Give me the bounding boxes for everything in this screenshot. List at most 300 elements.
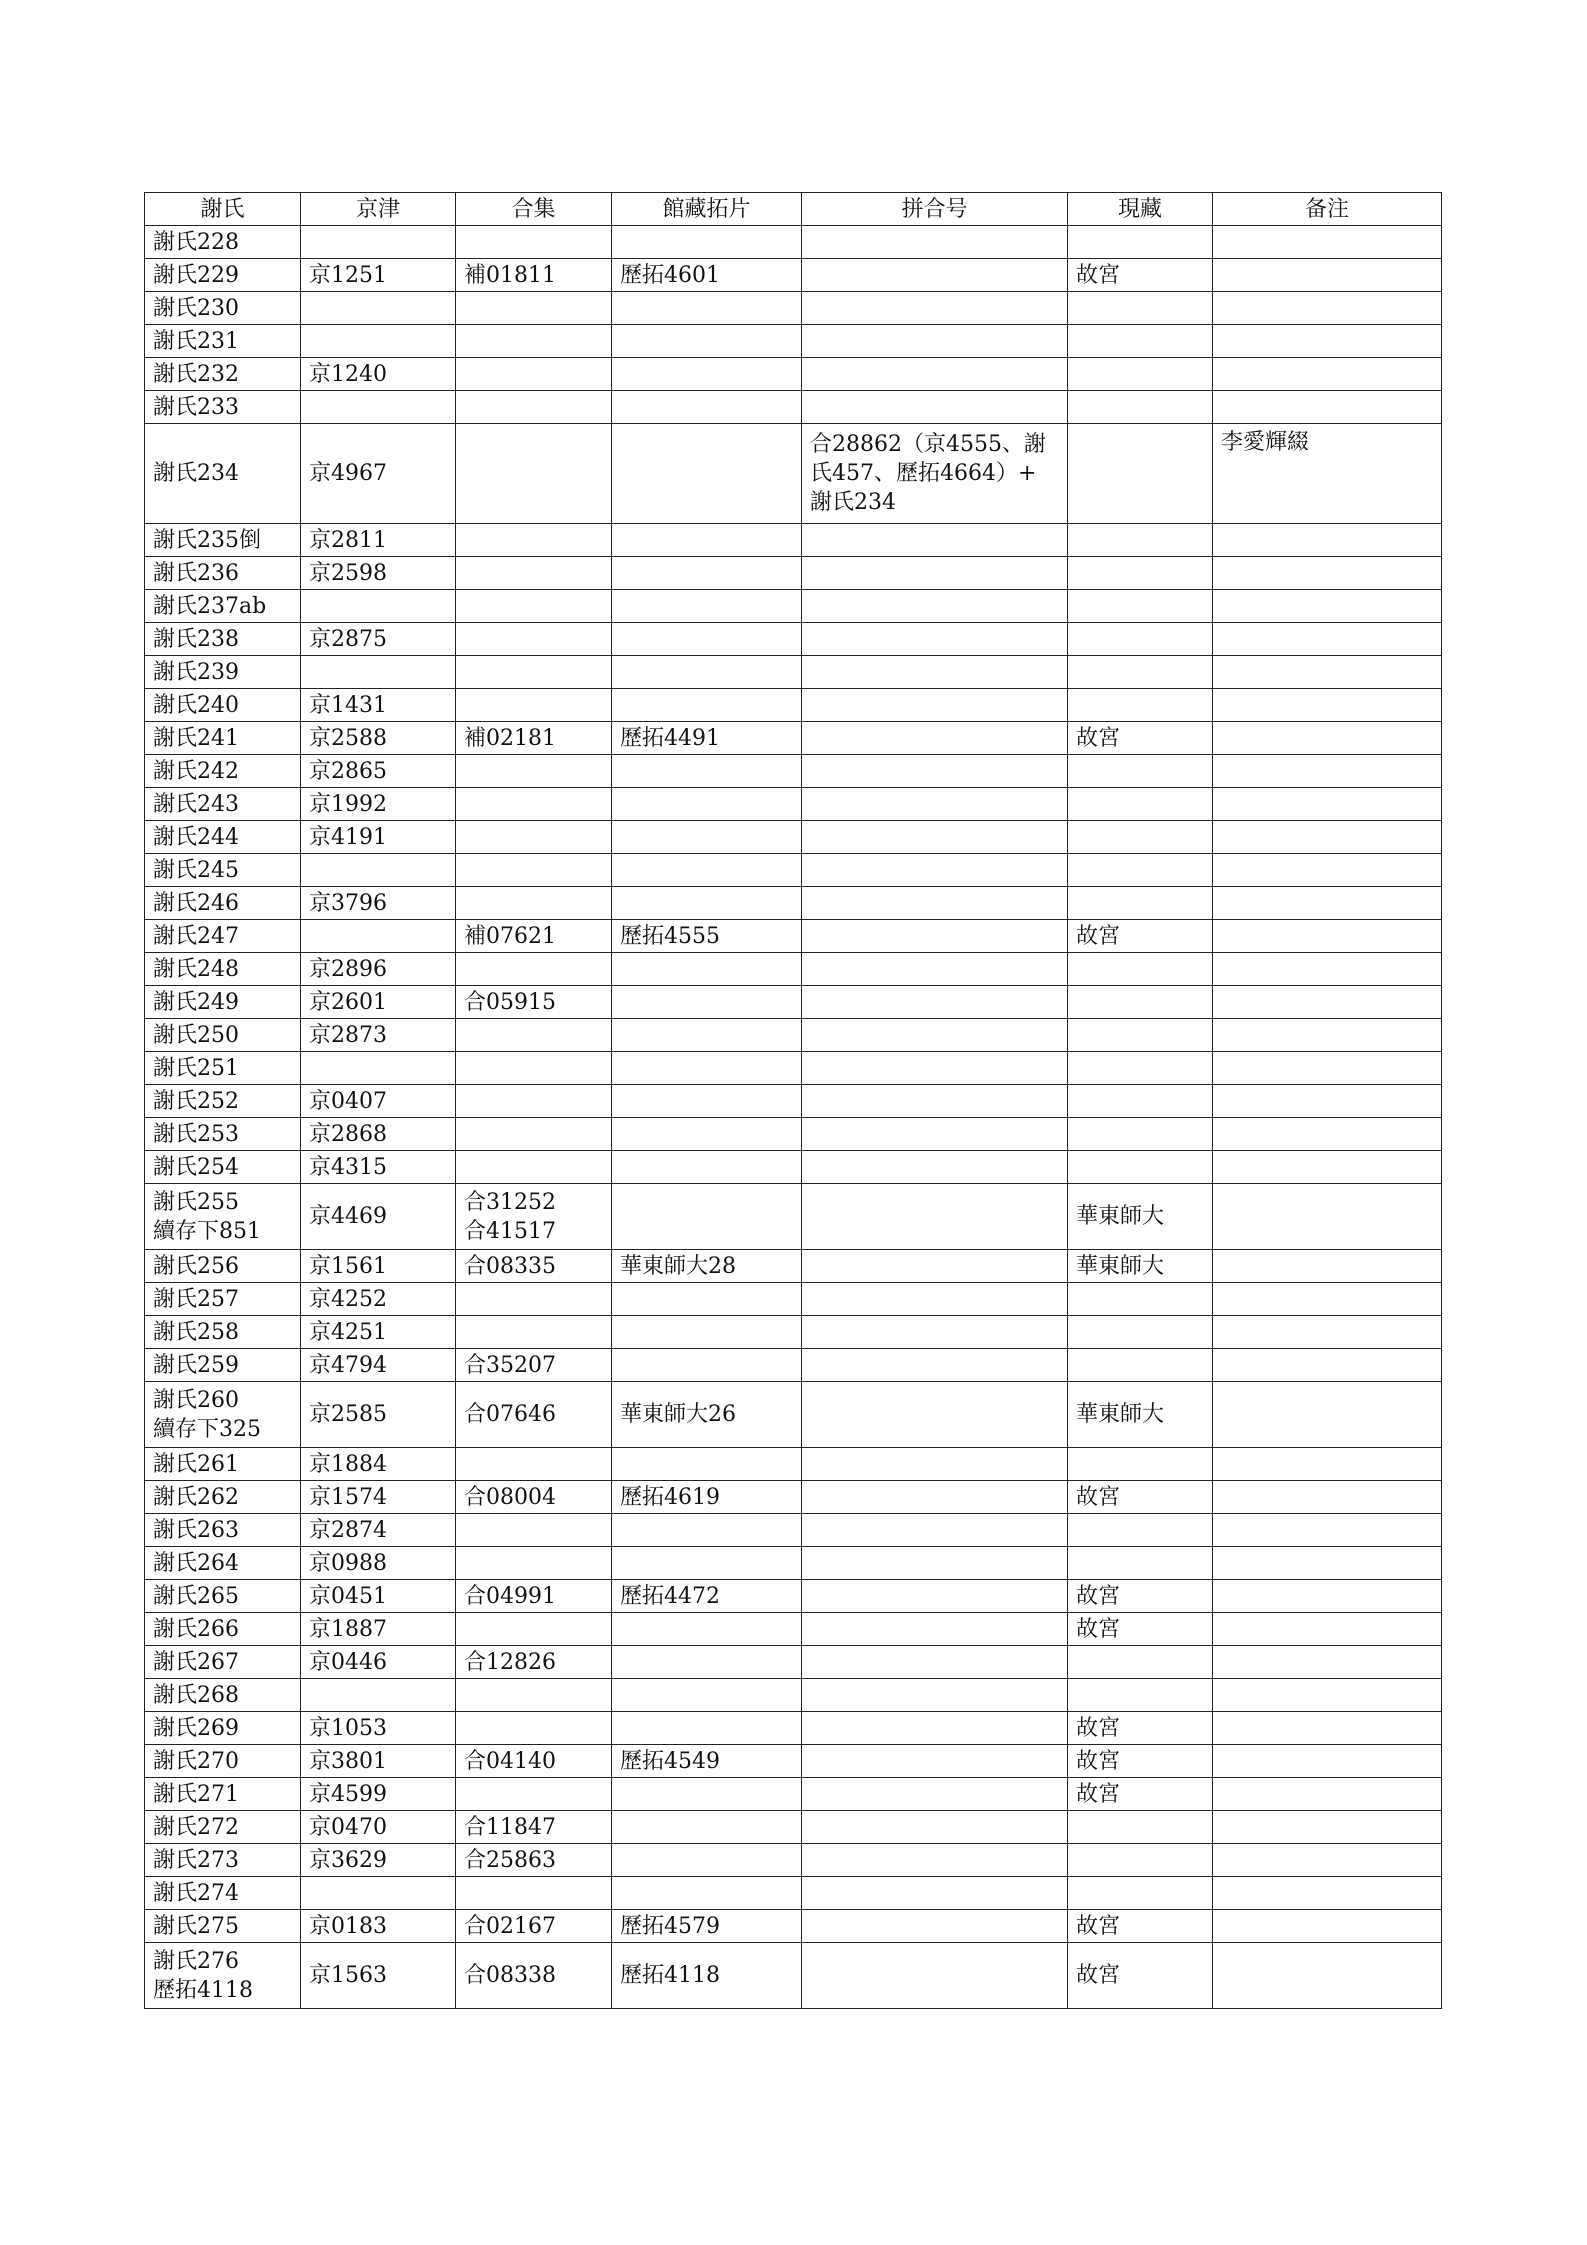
- id-cell: 謝氏248: [145, 953, 301, 986]
- jingjin-cell: [301, 656, 456, 689]
- location-cell: 華東師大: [1068, 1184, 1213, 1250]
- table-row: [145, 557, 1442, 590]
- jingjin-cell: 京4794: [301, 1349, 456, 1382]
- location-cell: 華東師大: [1068, 1382, 1213, 1448]
- table-row: [145, 1943, 1442, 2009]
- note-cell: [1213, 1448, 1442, 1481]
- join-cell: [802, 1019, 1068, 1052]
- join-cell: [802, 590, 1068, 623]
- heji-cell: [456, 1679, 612, 1712]
- heji-cell: 補01811: [456, 259, 612, 292]
- join-cell: [802, 1250, 1068, 1283]
- id-cell: 謝氏253: [145, 1118, 301, 1151]
- header-cell: 拼合号: [802, 193, 1068, 226]
- table-row: [145, 1745, 1442, 1778]
- join-cell: [802, 1811, 1068, 1844]
- note-cell: [1213, 590, 1442, 623]
- table-row: [145, 1910, 1442, 1943]
- id-cell: 謝氏259: [145, 1349, 301, 1382]
- heji-cell: 合08335: [456, 1250, 612, 1283]
- join-cell: [802, 1184, 1068, 1250]
- heji-cell: [456, 1118, 612, 1151]
- id-cell: 謝氏241: [145, 722, 301, 755]
- join-cell: [802, 953, 1068, 986]
- heji-cell: 合04140: [456, 1745, 612, 1778]
- rubbing-cell: [612, 391, 802, 424]
- catalog-table: [144, 192, 1442, 2009]
- id-cell: 謝氏239: [145, 656, 301, 689]
- jingjin-cell: 京1563: [301, 1943, 456, 2009]
- heji-cell: 合02167: [456, 1910, 612, 1943]
- location-cell: 故宮: [1068, 1943, 1213, 2009]
- heji-cell: 合11847: [456, 1811, 612, 1844]
- jingjin-cell: 京2585: [301, 1382, 456, 1448]
- note-cell: [1213, 623, 1442, 656]
- note-cell: [1213, 524, 1442, 557]
- note-cell: 李愛輝綴: [1213, 424, 1442, 524]
- rubbing-cell: [612, 1316, 802, 1349]
- note-cell: [1213, 1052, 1442, 1085]
- id-cell: 謝氏272: [145, 1811, 301, 1844]
- location-cell: [1068, 557, 1213, 590]
- join-cell: [802, 1745, 1068, 1778]
- join-cell: [802, 986, 1068, 1019]
- rubbing-cell: [612, 656, 802, 689]
- note-cell: [1213, 821, 1442, 854]
- id-cell: 謝氏269: [145, 1712, 301, 1745]
- jingjin-cell: 京4251: [301, 1316, 456, 1349]
- heji-cell: [456, 788, 612, 821]
- location-cell: [1068, 689, 1213, 722]
- heji-cell: 合08338: [456, 1943, 612, 2009]
- rubbing-cell: [612, 1118, 802, 1151]
- id-cell: 謝氏260 續存下325: [145, 1382, 301, 1448]
- table-row: [145, 1514, 1442, 1547]
- heji-cell: 合12826: [456, 1646, 612, 1679]
- heji-cell: [456, 1085, 612, 1118]
- location-cell: [1068, 755, 1213, 788]
- heji-cell: [456, 1283, 612, 1316]
- join-cell: [802, 1547, 1068, 1580]
- jingjin-cell: [301, 590, 456, 623]
- table-row: [145, 887, 1442, 920]
- heji-cell: [456, 1778, 612, 1811]
- jingjin-cell: 京1251: [301, 259, 456, 292]
- jingjin-cell: [301, 920, 456, 953]
- jingjin-cell: 京1992: [301, 788, 456, 821]
- note-cell: [1213, 292, 1442, 325]
- heji-cell: [456, 623, 612, 656]
- location-cell: [1068, 1679, 1213, 1712]
- rubbing-cell: [612, 590, 802, 623]
- join-cell: [802, 1085, 1068, 1118]
- jingjin-cell: [301, 1877, 456, 1910]
- heji-cell: [456, 821, 612, 854]
- table-row: [145, 755, 1442, 788]
- location-cell: [1068, 887, 1213, 920]
- join-cell: [802, 1349, 1068, 1382]
- table-row: [145, 1547, 1442, 1580]
- note-cell: [1213, 953, 1442, 986]
- join-cell: [802, 1877, 1068, 1910]
- location-cell: [1068, 1019, 1213, 1052]
- id-cell: 謝氏258: [145, 1316, 301, 1349]
- id-cell: 謝氏238: [145, 623, 301, 656]
- note-cell: [1213, 755, 1442, 788]
- location-cell: [1068, 623, 1213, 656]
- location-cell: [1068, 1349, 1213, 1382]
- heji-cell: [456, 524, 612, 557]
- jingjin-cell: 京0446: [301, 1646, 456, 1679]
- table-row: [145, 226, 1442, 259]
- heji-cell: [456, 358, 612, 391]
- join-cell: [802, 623, 1068, 656]
- join-cell: [802, 1151, 1068, 1184]
- location-cell: [1068, 1118, 1213, 1151]
- id-cell: 謝氏230: [145, 292, 301, 325]
- note-cell: [1213, 1745, 1442, 1778]
- location-cell: [1068, 788, 1213, 821]
- table-row: [145, 424, 1442, 524]
- jingjin-cell: 京1574: [301, 1481, 456, 1514]
- location-cell: [1068, 854, 1213, 887]
- join-cell: [802, 391, 1068, 424]
- location-cell: [1068, 986, 1213, 1019]
- id-cell: 謝氏246: [145, 887, 301, 920]
- jingjin-cell: 京4599: [301, 1778, 456, 1811]
- jingjin-cell: [301, 226, 456, 259]
- id-cell: 謝氏242: [145, 755, 301, 788]
- heji-cell: 合04991: [456, 1580, 612, 1613]
- location-cell: [1068, 1514, 1213, 1547]
- heji-cell: [456, 424, 612, 524]
- table-row: [145, 1580, 1442, 1613]
- note-cell: [1213, 854, 1442, 887]
- jingjin-cell: 京4315: [301, 1151, 456, 1184]
- location-cell: 故宮: [1068, 722, 1213, 755]
- location-cell: 故宮: [1068, 1712, 1213, 1745]
- id-cell: 謝氏275: [145, 1910, 301, 1943]
- table-row: [145, 722, 1442, 755]
- heji-cell: [456, 953, 612, 986]
- note-cell: [1213, 1580, 1442, 1613]
- note-cell: [1213, 656, 1442, 689]
- note-cell: [1213, 1811, 1442, 1844]
- jingjin-cell: 京4252: [301, 1283, 456, 1316]
- rubbing-cell: [612, 821, 802, 854]
- jingjin-cell: 京4469: [301, 1184, 456, 1250]
- heji-cell: [456, 1316, 612, 1349]
- join-cell: [802, 887, 1068, 920]
- table-row: [145, 358, 1442, 391]
- jingjin-cell: 京0451: [301, 1580, 456, 1613]
- table-body: [145, 226, 1442, 2009]
- header-cell: 現藏: [1068, 193, 1213, 226]
- join-cell: [802, 821, 1068, 854]
- note-cell: [1213, 1382, 1442, 1448]
- table-row: [145, 821, 1442, 854]
- id-cell: 謝氏228: [145, 226, 301, 259]
- heji-cell: 合08004: [456, 1481, 612, 1514]
- table-row: [145, 1679, 1442, 1712]
- id-cell: 謝氏250: [145, 1019, 301, 1052]
- table-row: [145, 854, 1442, 887]
- note-cell: [1213, 1118, 1442, 1151]
- rubbing-cell: [612, 1679, 802, 1712]
- join-cell: [802, 1283, 1068, 1316]
- note-cell: [1213, 1019, 1442, 1052]
- id-cell: 謝氏233: [145, 391, 301, 424]
- location-cell: [1068, 1646, 1213, 1679]
- id-cell: 謝氏249: [145, 986, 301, 1019]
- join-cell: [802, 226, 1068, 259]
- heji-cell: [456, 1151, 612, 1184]
- heji-cell: [456, 1448, 612, 1481]
- heji-cell: [456, 755, 612, 788]
- id-cell: 謝氏255 續存下851: [145, 1184, 301, 1250]
- id-cell: 謝氏237ab: [145, 590, 301, 623]
- note-cell: [1213, 788, 1442, 821]
- join-cell: [802, 259, 1068, 292]
- join-cell: [802, 1943, 1068, 2009]
- note-cell: [1213, 920, 1442, 953]
- rubbing-cell: [612, 524, 802, 557]
- note-cell: [1213, 259, 1442, 292]
- heji-cell: 合07646: [456, 1382, 612, 1448]
- join-cell: [802, 557, 1068, 590]
- id-cell: 謝氏254: [145, 1151, 301, 1184]
- join-cell: [802, 1448, 1068, 1481]
- join-cell: [802, 1910, 1068, 1943]
- note-cell: [1213, 1481, 1442, 1514]
- jingjin-cell: 京1240: [301, 358, 456, 391]
- heji-cell: 合25863: [456, 1844, 612, 1877]
- heji-cell: 合31252 合41517: [456, 1184, 612, 1250]
- note-cell: [1213, 1877, 1442, 1910]
- rubbing-cell: [612, 623, 802, 656]
- jingjin-cell: 京2601: [301, 986, 456, 1019]
- note-cell: [1213, 986, 1442, 1019]
- jingjin-cell: 京1884: [301, 1448, 456, 1481]
- table-row: [145, 1151, 1442, 1184]
- note-cell: [1213, 689, 1442, 722]
- note-cell: [1213, 1910, 1442, 1943]
- table-row: [145, 623, 1442, 656]
- note-cell: [1213, 557, 1442, 590]
- table-row: [145, 1283, 1442, 1316]
- heji-cell: [456, 325, 612, 358]
- id-cell: 謝氏236: [145, 557, 301, 590]
- join-cell: [802, 722, 1068, 755]
- id-cell: 謝氏247: [145, 920, 301, 953]
- location-cell: [1068, 1283, 1213, 1316]
- join-cell: [802, 325, 1068, 358]
- jingjin-cell: 京3801: [301, 1745, 456, 1778]
- id-cell: 謝氏261: [145, 1448, 301, 1481]
- join-cell: [802, 1844, 1068, 1877]
- join-cell: [802, 292, 1068, 325]
- table-row: [145, 1052, 1442, 1085]
- table-row: [145, 1184, 1442, 1250]
- join-cell: 合28862（京4555、謝 氏457、歷拓4664）+ 謝氏234: [802, 424, 1068, 524]
- id-cell: 謝氏262: [145, 1481, 301, 1514]
- jingjin-cell: 京2588: [301, 722, 456, 755]
- id-cell: 謝氏235倒: [145, 524, 301, 557]
- join-cell: [802, 1382, 1068, 1448]
- header-cell: 謝氏: [145, 193, 301, 226]
- note-cell: [1213, 722, 1442, 755]
- rubbing-cell: 歷拓4579: [612, 1910, 802, 1943]
- note-cell: [1213, 391, 1442, 424]
- table-row: [145, 1712, 1442, 1745]
- table-row: [145, 953, 1442, 986]
- rubbing-cell: [612, 1448, 802, 1481]
- location-cell: 故宮: [1068, 920, 1213, 953]
- rubbing-cell: [612, 1547, 802, 1580]
- location-cell: 故宮: [1068, 1910, 1213, 1943]
- table-row: [145, 325, 1442, 358]
- jingjin-cell: 京1561: [301, 1250, 456, 1283]
- note-cell: [1213, 1547, 1442, 1580]
- location-cell: [1068, 325, 1213, 358]
- jingjin-cell: 京2873: [301, 1019, 456, 1052]
- table-row: [145, 1778, 1442, 1811]
- note-cell: [1213, 325, 1442, 358]
- header-cell: 館藏拓片: [612, 193, 802, 226]
- id-cell: 謝氏274: [145, 1877, 301, 1910]
- join-cell: [802, 689, 1068, 722]
- id-cell: 謝氏240: [145, 689, 301, 722]
- join-cell: [802, 854, 1068, 887]
- heji-cell: [456, 1547, 612, 1580]
- table-row: [145, 1349, 1442, 1382]
- join-cell: [802, 656, 1068, 689]
- location-cell: [1068, 590, 1213, 623]
- location-cell: [1068, 424, 1213, 524]
- join-cell: [802, 1580, 1068, 1613]
- join-cell: [802, 1778, 1068, 1811]
- rubbing-cell: 華東師大28: [612, 1250, 802, 1283]
- note-cell: [1213, 226, 1442, 259]
- note-cell: [1213, 1778, 1442, 1811]
- rubbing-cell: [612, 1778, 802, 1811]
- location-cell: [1068, 391, 1213, 424]
- rubbing-cell: [612, 788, 802, 821]
- table-row: [145, 689, 1442, 722]
- location-cell: [1068, 1877, 1213, 1910]
- heji-cell: [456, 854, 612, 887]
- jingjin-cell: 京1887: [301, 1613, 456, 1646]
- join-cell: [802, 1712, 1068, 1745]
- location-cell: [1068, 1085, 1213, 1118]
- table-row: [145, 1019, 1442, 1052]
- id-cell: 謝氏276 歷拓4118: [145, 1943, 301, 2009]
- rubbing-cell: [612, 986, 802, 1019]
- header-cell: 合集: [456, 193, 612, 226]
- table-row: [145, 391, 1442, 424]
- jingjin-cell: 京2868: [301, 1118, 456, 1151]
- table-row: [145, 292, 1442, 325]
- note-cell: [1213, 1943, 1442, 2009]
- header-cell: 备注: [1213, 193, 1442, 226]
- rubbing-cell: [612, 325, 802, 358]
- id-cell: 謝氏273: [145, 1844, 301, 1877]
- location-cell: [1068, 1844, 1213, 1877]
- heji-cell: [456, 557, 612, 590]
- heji-cell: 合35207: [456, 1349, 612, 1382]
- table-row: [145, 656, 1442, 689]
- jingjin-cell: 京2874: [301, 1514, 456, 1547]
- id-cell: 謝氏271: [145, 1778, 301, 1811]
- rubbing-cell: [612, 1085, 802, 1118]
- note-cell: [1213, 1250, 1442, 1283]
- table-row: [145, 1481, 1442, 1514]
- heji-cell: [456, 887, 612, 920]
- join-cell: [802, 1481, 1068, 1514]
- heji-cell: [456, 1712, 612, 1745]
- id-cell: 謝氏256: [145, 1250, 301, 1283]
- location-cell: 華東師大: [1068, 1250, 1213, 1283]
- id-cell: 謝氏231: [145, 325, 301, 358]
- id-cell: 謝氏245: [145, 854, 301, 887]
- jingjin-cell: 京2875: [301, 623, 456, 656]
- location-cell: [1068, 226, 1213, 259]
- rubbing-cell: [612, 1019, 802, 1052]
- rubbing-cell: [612, 1283, 802, 1316]
- note-cell: [1213, 1184, 1442, 1250]
- note-cell: [1213, 1646, 1442, 1679]
- id-cell: 謝氏268: [145, 1679, 301, 1712]
- jingjin-cell: [301, 292, 456, 325]
- jingjin-cell: 京0183: [301, 1910, 456, 1943]
- id-cell: 謝氏265: [145, 1580, 301, 1613]
- location-cell: 故宮: [1068, 259, 1213, 292]
- jingjin-cell: 京1053: [301, 1712, 456, 1745]
- location-cell: 故宮: [1068, 1778, 1213, 1811]
- jingjin-cell: 京0407: [301, 1085, 456, 1118]
- rubbing-cell: [612, 358, 802, 391]
- rubbing-cell: [612, 1151, 802, 1184]
- rubbing-cell: [612, 1349, 802, 1382]
- table-row: [145, 259, 1442, 292]
- join-cell: [802, 1679, 1068, 1712]
- jingjin-cell: 京3629: [301, 1844, 456, 1877]
- location-cell: [1068, 358, 1213, 391]
- join-cell: [802, 755, 1068, 788]
- rubbing-cell: [612, 1712, 802, 1745]
- heji-cell: [456, 292, 612, 325]
- jingjin-cell: 京2598: [301, 557, 456, 590]
- id-cell: 謝氏257: [145, 1283, 301, 1316]
- location-cell: 故宮: [1068, 1481, 1213, 1514]
- heji-cell: [456, 391, 612, 424]
- id-cell: 謝氏267: [145, 1646, 301, 1679]
- rubbing-cell: 華東師大26: [612, 1382, 802, 1448]
- join-cell: [802, 1613, 1068, 1646]
- location-cell: [1068, 1151, 1213, 1184]
- heji-cell: [456, 689, 612, 722]
- location-cell: [1068, 1316, 1213, 1349]
- location-cell: 故宮: [1068, 1613, 1213, 1646]
- join-cell: [802, 1118, 1068, 1151]
- heji-cell: [456, 1877, 612, 1910]
- rubbing-cell: 歷拓4472: [612, 1580, 802, 1613]
- note-cell: [1213, 1712, 1442, 1745]
- rubbing-cell: 歷拓4549: [612, 1745, 802, 1778]
- note-cell: [1213, 887, 1442, 920]
- note-cell: [1213, 1844, 1442, 1877]
- rubbing-cell: [612, 854, 802, 887]
